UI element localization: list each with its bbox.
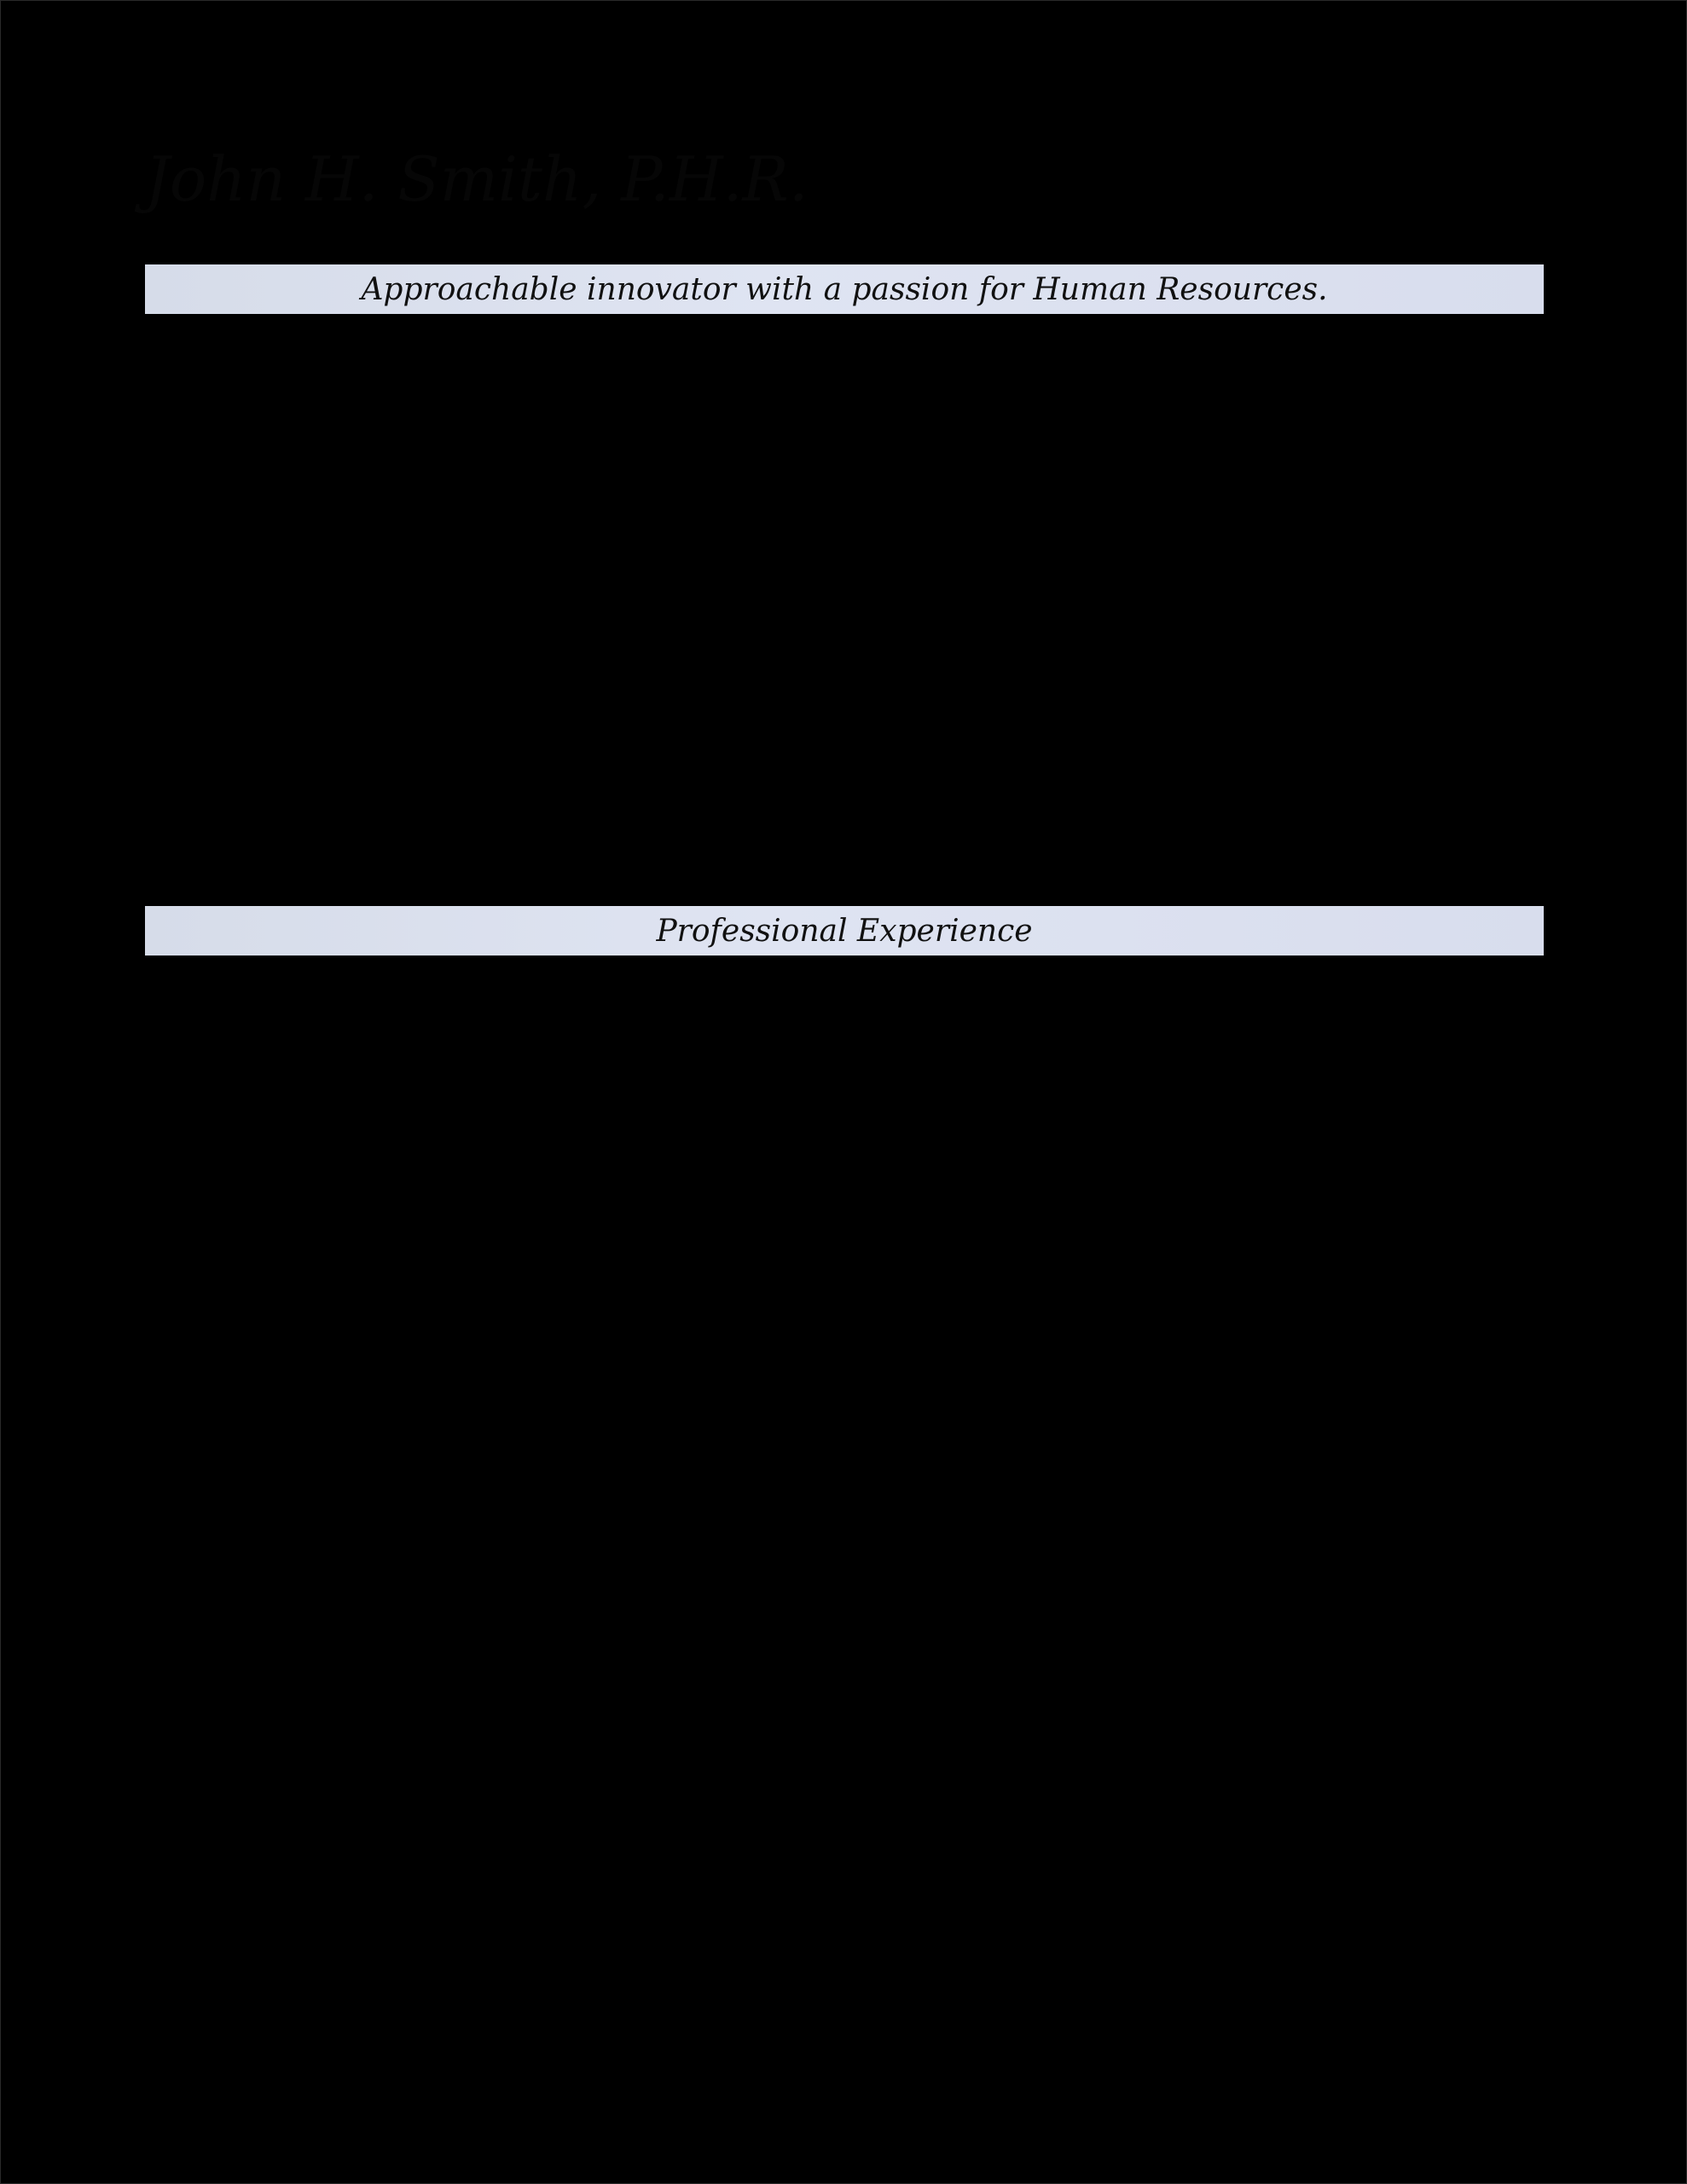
experience-banner <box>145 906 1544 956</box>
tagline-banner <box>145 264 1544 314</box>
resume-header <box>145 145 1544 215</box>
candidate-name: John H. Smith, P.H.R. <box>145 143 809 215</box>
experience-heading: Professional Experience <box>656 913 1033 949</box>
tagline-text: Approachable innovator with a passion for Human Resources. <box>361 271 1328 307</box>
